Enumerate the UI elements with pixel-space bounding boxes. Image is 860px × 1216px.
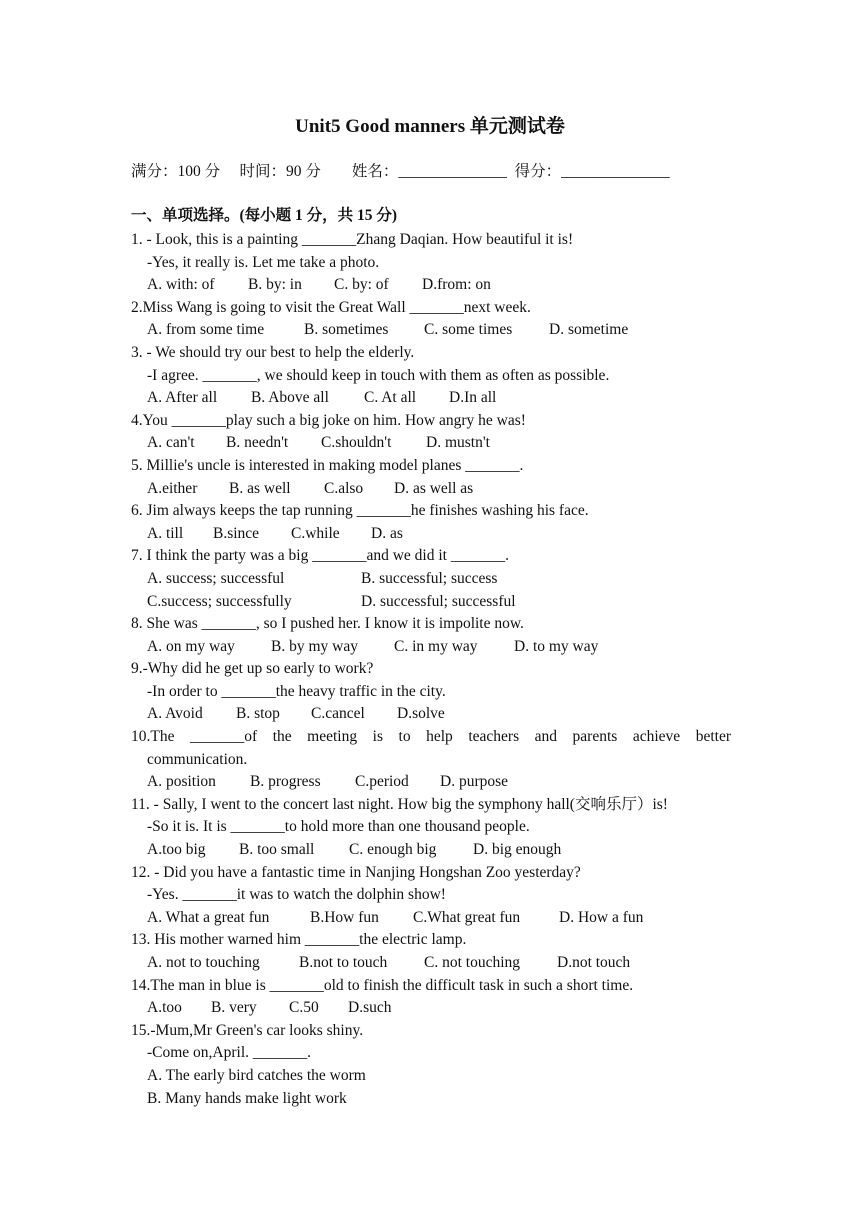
option-c: C.shouldn't	[321, 434, 392, 452]
score-field: 得分：______________	[514, 163, 670, 180]
full-score: 满分：100 分	[131, 163, 221, 180]
option-a: A. success; successful	[147, 569, 285, 587]
question-4: 4.You _______play such a big joke on him. How angry he was!	[131, 411, 526, 429]
question-6-options	[131, 523, 731, 546]
option-d: D.In all	[449, 389, 497, 407]
option-b: B. Above all	[251, 389, 329, 407]
option-b: B. stop	[236, 705, 280, 723]
option-b: B.since	[213, 524, 260, 542]
option-b: B.How fun	[310, 908, 379, 926]
question-14: 14.The man in blue is _______old to finish the difficult task in such a short time.	[131, 976, 634, 994]
question-14-options	[131, 997, 731, 1020]
page-title: Unit5 Good manners 单元测试卷	[295, 116, 565, 137]
option-a: A. After all	[147, 389, 218, 407]
question-15: 15.-Mum,Mr Green's car looks shiny.	[131, 1021, 364, 1039]
question-12: 12. - Did you have a fantastic time in Nanjing Hongshan Zoo yesterday?	[131, 863, 581, 881]
option-c: C. in my way	[394, 637, 478, 655]
option-d: D. purpose	[440, 773, 509, 791]
question-1: 1. - Look, this is a painting _______Zhang Daqian. How beautiful it is!	[131, 231, 574, 248]
option-a: A. till	[147, 524, 184, 542]
option-c: C.while	[291, 524, 340, 542]
option-d: D. as	[371, 524, 403, 542]
question-4-options	[131, 432, 731, 455]
option-a: A. not to touching	[147, 954, 260, 971]
option-a: A. on my way	[147, 637, 235, 655]
option-d: D. How a fun	[559, 908, 644, 926]
option-a: A. with: of	[147, 276, 215, 294]
option-d: D. as well as	[394, 479, 474, 497]
option-a: A. position	[147, 773, 216, 791]
question-8: 8. She was _______, so I pushed her. I know it is impolite now.	[131, 615, 524, 633]
question-12-options	[131, 907, 731, 930]
option-b: B. sometimes	[304, 321, 389, 339]
option-d: D.such	[348, 999, 392, 1017]
option-b: B.not to touch	[299, 954, 388, 971]
option-b: B. as well	[229, 479, 291, 497]
question-9-options	[131, 703, 731, 726]
option-d: D. big enough	[473, 841, 562, 859]
option-d: D.from: on	[422, 276, 491, 294]
question-1-options	[131, 274, 731, 297]
option-c: C. At all	[364, 389, 417, 407]
option-c: C. enough big	[349, 841, 437, 859]
question-13: 13. His mother warned him _______the electric lamp.	[131, 931, 467, 949]
name-field: 姓名：______________	[351, 163, 507, 180]
question-3-options	[131, 387, 731, 410]
option-b: B. by my way	[271, 637, 358, 655]
question-2: 2.Miss Wang is going to visit the Great Wall _______next week.	[131, 298, 531, 316]
question-1-line-2: -Yes, it really is. Let me take a photo.	[147, 253, 380, 271]
question-10-line-2: communication.	[147, 750, 248, 768]
option-b: B. too small	[239, 841, 315, 859]
question-8-options	[131, 636, 731, 659]
question-2-options	[131, 319, 731, 342]
option-a: A. can't	[147, 434, 195, 452]
question-9-line-2: -In order to _______the heavy traffic in the city.	[147, 682, 446, 700]
question-10-options	[131, 771, 731, 794]
option-a: A.too big	[147, 841, 206, 859]
question-6: 6. Jim always keeps the tap running _______he finishes washing his face.	[131, 502, 589, 520]
question-7-options-row-1	[131, 568, 731, 591]
option-d: D.solve	[397, 705, 445, 723]
option-c: C. by: of	[334, 276, 389, 294]
question-5: 5. Millie's uncle is interested in making model planes _______.	[131, 456, 524, 474]
question-11-options	[131, 839, 731, 862]
question-7: 7. I think the party was a big _______and we did it _______.	[131, 547, 509, 565]
option-c: C.success; successfully	[147, 592, 292, 610]
option-b: B. successful; success	[361, 569, 498, 587]
option-d: D. successful; successful	[361, 592, 516, 610]
option-a: A.too	[147, 999, 182, 1017]
option-b: B. very	[211, 999, 257, 1017]
time-limit: 时间：90 分	[239, 163, 321, 180]
option-d: D.not touch	[557, 954, 631, 971]
option-c: C.also	[324, 479, 364, 497]
question-3-line-2: -I agree. _______, we should keep in touch with them as often as possible.	[147, 366, 610, 384]
option-b: B. by: in	[248, 276, 302, 294]
question-list	[131, 229, 731, 1110]
option-d: D. to my way	[514, 637, 599, 655]
question-7-options-row-2	[131, 591, 731, 614]
question-3: 3. - We should try our best to help the elderly.	[131, 343, 415, 361]
section-heading: 一、单项选择。(每小题 1 分，共 15 分)	[131, 207, 398, 224]
option-d: D. mustn't	[426, 434, 490, 452]
option-c: C.What great fun	[413, 908, 521, 926]
option-c: C.period	[355, 773, 409, 791]
option-c: C. some times	[424, 321, 513, 339]
option-b: B. progress	[250, 773, 321, 791]
option-c: C.50	[289, 999, 319, 1017]
question-15-option-b: B. Many hands make light work	[147, 1089, 347, 1107]
option-c: C.cancel	[311, 705, 365, 723]
option-b: B. needn't	[226, 434, 289, 452]
option-a: A. What a great fun	[147, 908, 270, 926]
option-c: C. not touching	[424, 954, 521, 971]
question-15-option-a: A. The early bird catches the worm	[147, 1066, 366, 1084]
option-a: A. from some time	[147, 321, 265, 339]
question-10: 10.The _______of the meeting is to help teachers and parents achieve better	[131, 728, 731, 746]
question-5-options	[131, 478, 731, 501]
option-d: D. sometime	[549, 321, 629, 339]
option-a: A. Avoid	[147, 705, 203, 723]
question-11: 11. - Sally, I went to the concert last night. How big the symphony hall(交响乐厅）is!	[131, 795, 668, 813]
question-12-line-2: -Yes. _______it was to watch the dolphin show!	[147, 886, 446, 904]
exam-info-row	[131, 160, 670, 184]
question-9: 9.-Why did he get up so early to work?	[131, 660, 374, 678]
question-11-line-2: -So it is. It is _______to hold more than one thousand people.	[147, 818, 530, 836]
question-13-options	[131, 952, 731, 975]
option-a: A.either	[147, 479, 198, 497]
question-15-line-2: -Come on,April. _______.	[147, 1044, 312, 1062]
